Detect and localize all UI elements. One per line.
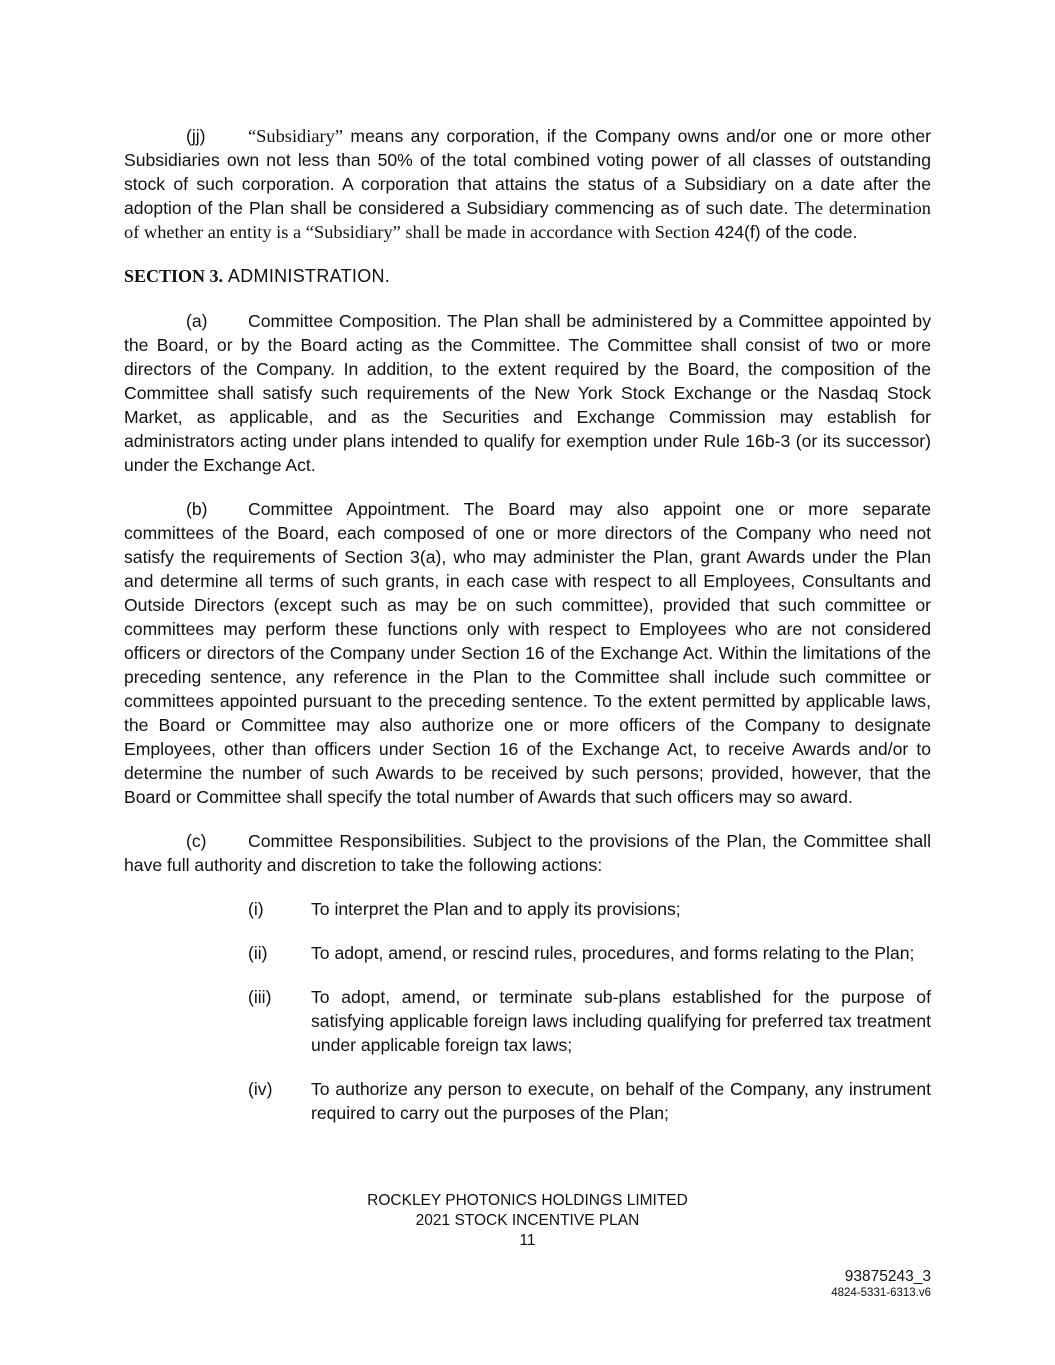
document-ids (831, 1268, 931, 1301)
list-item-text: To adopt, amend, or rescind rules, procedures, and forms relating to the Plan; (311, 943, 915, 963)
list-item-text: To interpret the Plan and to apply its provisions; (311, 899, 681, 919)
section-title: ADMINISTRATION. (227, 266, 391, 286)
list-item-text: To authorize any person to execute, on behalf of the Company, any instrument required to carry out the purposes of the Plan; (311, 1079, 931, 1123)
paragraph-text-tail: 424(f) of the code. (709, 222, 858, 242)
section-number: SECTION 3. (124, 266, 224, 286)
footer-company: ROCKLEY PHOTONICS HOLDINGS LIMITED (367, 1192, 688, 1209)
paragraph-label: (b) (186, 499, 208, 519)
list-item (248, 941, 931, 965)
paragraph-label: (a) (186, 311, 208, 331)
paragraph-b (124, 497, 931, 809)
paragraph-text: means any corporation, if the Company owns and/or one or more other Subsidiaries own not less than 50% of the total combined voting power of all classes of outstanding stock of such corporation. A corporation that attains the status of a Subsidiary on a date after the adoption of the Plan shall be considered a Subsidiary commencing as of such date. (124, 126, 931, 218)
page-footer (0, 1191, 1055, 1251)
list-item-number: (i) (248, 899, 264, 919)
list-item-number: (ii) (248, 943, 268, 963)
list-item (248, 1077, 931, 1125)
section-heading (124, 264, 931, 288)
list-item-number: (iii) (248, 987, 272, 1007)
list-item-number: (iv) (248, 1079, 273, 1099)
paragraph-label: (jj) (186, 126, 206, 146)
paragraph-text: Committee Appointment. The Board may also appoint one or more separate committees of the Board, each composed of one or more directors of the Company who need not satisfy the requirements of Section 3(a), who may administer the Plan, grant Awards under the Plan and determine all terms of such grants, in each case with respect to all Employees, Consultants and Outside Directors (except such as may be on such committee), provided that such committee or committees may perform these functions only with respect to Employees who are not considered officers or directors of the Company under Section 16 of the Exchange Act. Within the limitations of the preceding sentence, any reference in the Plan to the Committee shall include such committee or committees appointed pursuant to the preceding sentence. To the extent permitted by applicable laws, the Board or Committee may also authorize one or more officers of the Company to designate Employees, other than officers under Section 16 of the Exchange Act, to receive Awards and/or to determine the number of such Awards to be received by such persons; provided, however, that the Board or Committee shall specify the total number of Awards that such officers may so award. (124, 499, 931, 807)
document-page (124, 124, 931, 1145)
list-item (248, 897, 931, 921)
paragraph-text-serif: The determination of whether an entity is a “Subsidiary” shall be made in accordance with Section (124, 198, 932, 242)
list-item-text: To adopt, amend, or terminate sub-plans established for the purpose of satisfying applicable foreign laws including qualifying for preferred tax treatment under applicable foreign tax laws; (311, 987, 931, 1055)
paragraph-c (124, 829, 931, 877)
footer-plan: 2021 STOCK INCENTIVE PLAN (415, 1212, 640, 1229)
paragraph-text: Committee Responsibilities. Subject to the provisions of the Plan, the Committee shall have full authority and discretion to take the following actions: (124, 831, 931, 875)
paragraph-a (124, 309, 931, 477)
paragraph-label: (c) (186, 831, 207, 851)
document-id-secondary: 4824-5331-6313.v6 (831, 1287, 931, 1299)
page-number: 11 (519, 1232, 536, 1249)
list-item (248, 985, 931, 1057)
paragraph-jj (124, 124, 931, 244)
paragraph-text: Committee Composition. The Plan shall be administered by a Committee appointed by the Board, or by the Board acting as the Committee. The Committee shall consist of two or more directors of the Company. In addition, to the extent required by the Board, the composition of the Committee shall satisfy such requirements of the New York Stock Exchange or the Nasdaq Stock Market, as applicable, and as the Securities and Exchange Commission may establish for administrators acting under plans intended to qualify for exemption under Rule 16b-3 (or its successor) under the Exchange Act. (124, 311, 931, 475)
defined-term: “Subsidiary” (248, 126, 343, 146)
document-id-primary: 93875243_3 (844, 1268, 931, 1285)
